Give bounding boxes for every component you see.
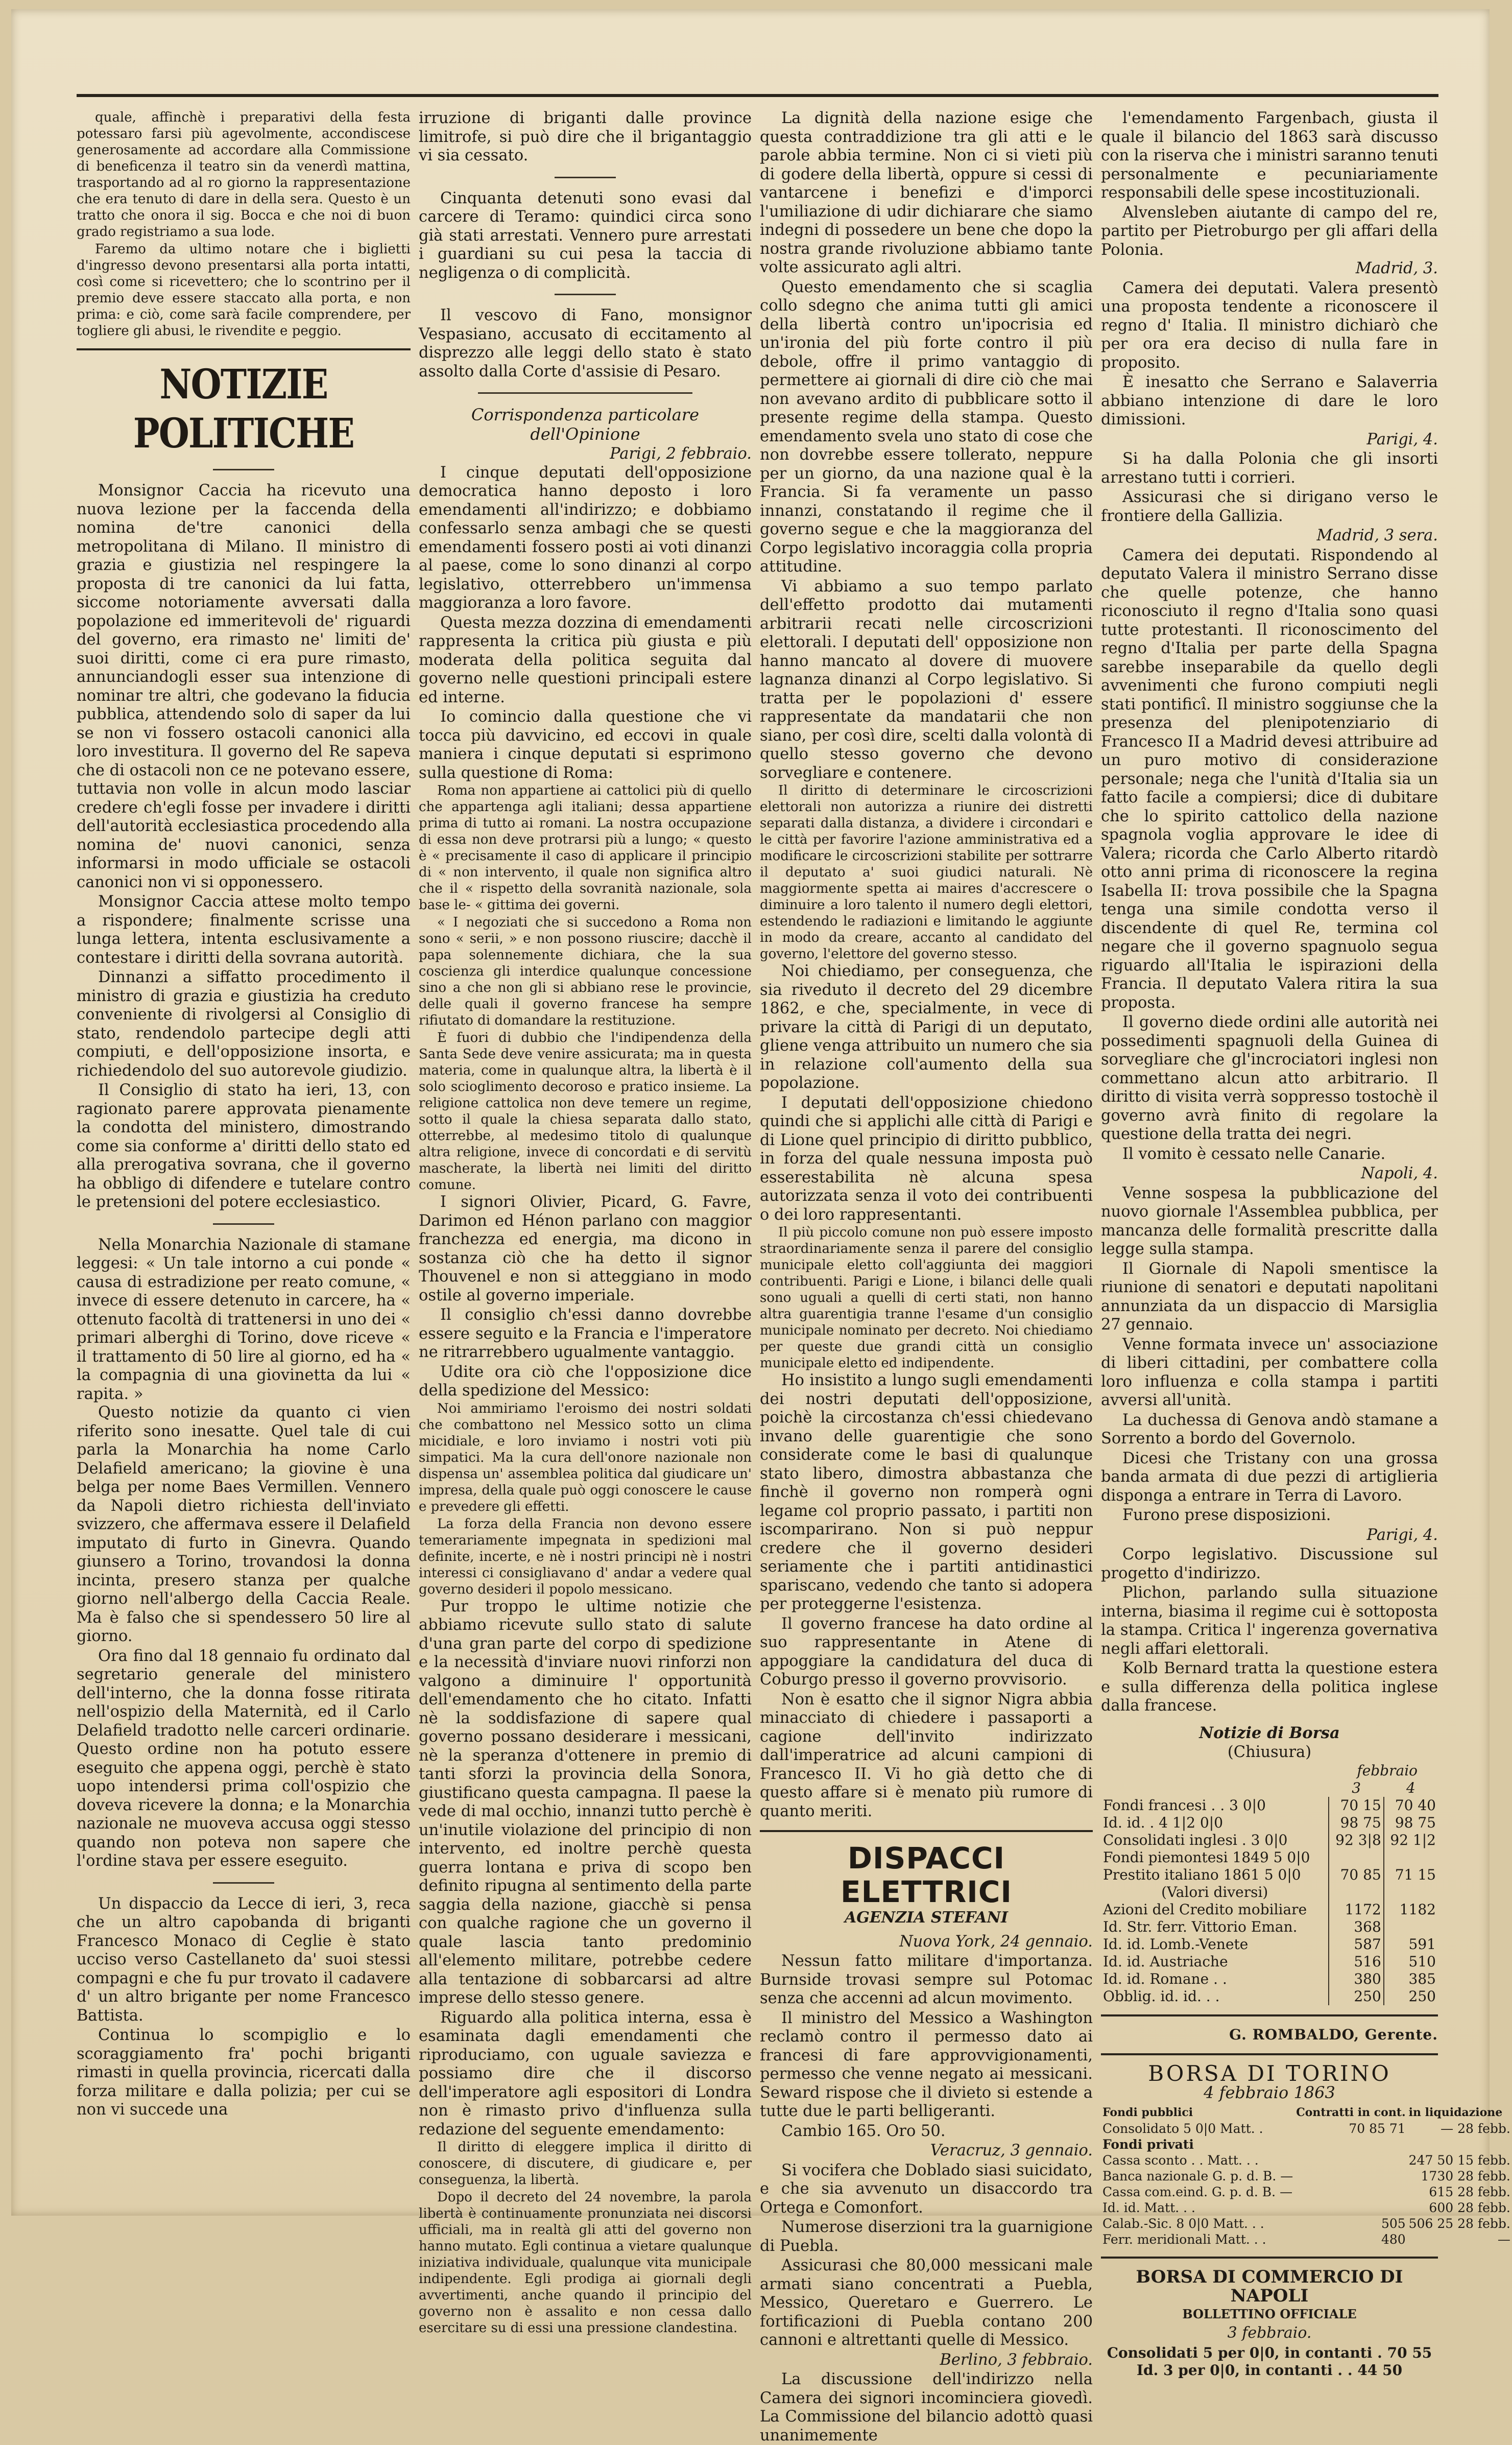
borsa-value: 250 [1384,1988,1438,2005]
borsa-value [1384,1849,1438,1866]
parigi-letter-part-e [760,962,1093,1224]
circoscrizioni-quote [760,782,1093,962]
borsa-value: 516 [1329,1953,1383,1971]
torino-value: — 28 febb. [1407,2121,1512,2137]
borsa-value: 380 [1329,1971,1383,1988]
borsa-value [1329,1849,1383,1866]
borsa-day: 4 [1384,1779,1438,1797]
article-paragraph: Vi abbiamo a suo tempo parlato dell'effetto prodotto dai mutamenti arbitrarii recati nelle circoscrizioni elettorali. I deputati dell' opposizione non hanno mancato al dovere di muovere lagnanza dinanzi al Corpo legislativo. Si tratta per le popolazioni d' essere rappresentate da mandatarii che non siano, per così dire, scelti dalla volontà di quello stesso governo che devono sorvegliare e contenere. [760,578,1093,783]
borsa-label: Id. id. Romane . . [1101,1971,1329,1988]
borsa-value: 92 1|2 [1384,1832,1438,1849]
parigi-letter-part-f [760,1371,1093,1821]
article-paragraph: I deputati dell'opposizione chiedono quindi che si applichi alle città di Parigi e di Lione quel principio di diritto pubblico, in forza del quale nessuna imposta può esserestabilita nè alcuna spesa autorizzata senza il voto dei contribuenti o dei loro rappresentanti. [760,1094,1093,1225]
torino-label: Ferr. meridionali Matt. . . [1101,2232,1294,2247]
borsa-row [1101,1971,1438,1988]
borsa-label: Id. id. Lomb.-Venete [1101,1936,1329,1953]
torino-label: Banca nazionale G. p. d. B. — [1101,2168,1294,2184]
article-paragraph: l'emendamento Fargenbach, giusta il quale il bilancio del 1863 sarà discusso con la riserva che i ministri saranno tenuti personalmente e pecuniariamente responsabili delle spese incostituzionali. [1101,109,1438,203]
napoli-row: Id. 3 per 0|0, in contanti . . 44 50 [1101,2362,1438,2379]
borsa-value [1384,1884,1438,1901]
napoli-rows [1101,2344,1438,2379]
article-paragraph: La dignità della nazione esige che questa contraddizione tra gli atti e le parole abbia termine. Non ci si vieti più di godere della libertà, oppure si cessi di vantarcene i benefizi e d'imporci l'umiliazione di udir dichiarare che siamo indegni di possedere un bene che dopo la nostra grande rivoluzione abbiamo tante volte assicurato agli altri. [760,109,1093,277]
article-paragraph: Riguardo alla politica interna, essa è esaminata dagli emendamenti che riproduciamo, con uguale saviezza e possiamo dire che il discorso dell'imperatore agli espositori di Londra non è rimasto privo d'influenza sulla redazione del seguente emendamento: [419,2009,752,2140]
napoli-subtitle: BOLLETTINO OFFICIALE [1101,2305,1438,2324]
napoli-date: 3 febbraio. [1101,2324,1438,2343]
dispatch-paragraph: Furono prese disposizioni. [1101,1506,1438,1525]
torino-value: 70 85 71 [1294,2121,1407,2137]
borsa-value: 70 15 [1329,1797,1383,1814]
article-paragraph: Un dispaccio da Lecce di ieri, 3, reca che un altro capobanda di briganti Francesco Monaco di Ceglie è stato ucciso verso Castellaneto da' suoi stessi compagni e che fu pur trovato il cadavere d' un altro brigante per nome Francesco Battista. [77,1895,411,2026]
torino-value [1294,2200,1407,2216]
borsa-value: 1172 [1329,1901,1383,1918]
borsa-label: Consolidati inglesi . 3 0|0 [1101,1832,1329,1849]
torino-header-row [1101,2105,1512,2121]
napoli-row: Consolidati 5 per 0|0, in contanti . 70 55 [1101,2344,1438,2362]
dispatch-dateline: Parigi, 4. [1101,1526,1438,1545]
dispatch-paragraph: Dicesi che Tristany con una grossa banda armata di due pezzi di artiglieria disponga a entrare in Terra di Lavoro. [1101,1450,1438,1506]
borsa-value: 70 40 [1384,1797,1438,1814]
parigi-letter-part-b [419,1193,752,1400]
borsa-row [1101,1797,1438,1814]
borsa-value: 70 85 [1329,1866,1383,1884]
torino-value: 600 28 febb. [1407,2200,1512,2216]
biglietti-paragraph: Faremo da ultimo notare che i biglietti d'ingresso devono presentarsi alla porta intatti, così come si ricevettero; che lo scontrino per il premio deve essere staccato alla porta, e non prima: e ciò, come sarà facile comprendere, per togliere gli abusi, le rivendite e peggio. [77,241,411,339]
borsa-value [1329,1884,1383,1901]
article-paragraph: Il consiglio ch'essi danno dovrebbe essere seguito e la Francia e l'imperatore ne ritrarrebbero ugualmente vantaggio. [419,1306,752,1362]
torino-header: Contratti in cont. [1294,2105,1407,2121]
column-3 [760,109,1093,2152]
article-paragraph: Continua lo scompiglio e lo scoraggiamento fra' pochi briganti rimasti in quella provincia, ricercati dalla forza militare e dalla polizia; per cui se non vi succede una [77,2026,411,2120]
festa-notice [77,109,411,339]
torino-label: Cassa com.eind. G. p. d. B. — [1101,2184,1294,2200]
article-paragraph: Io comincio dalla questione che vi tocca più davvicino, ed eccovi in quale maniera i cinque deputati si esprimono sulla questione di Roma: [419,708,752,782]
article-paragraph: Il governo francese ha dato ordine al suo rappresentante in Atene di appoggiare la candidatura del duca di Coburgo presso il governo provvisorio. [760,1615,1093,1690]
torino-row [1101,2232,1512,2247]
dispatch-paragraph: Camera dei deputati. Valera presentò una proposta tendente a riconoscere il regno d' Italia. Il ministro dichiarò che per ora era deciso di nulla fare in proposito. [1101,279,1438,373]
torino-row [1101,2168,1512,2184]
torino-row [1101,2200,1512,2216]
consiglio-quote [760,1224,1093,1371]
borsa-row [1101,1901,1438,1918]
dispatch-paragraph: Si vocifera che Doblado siasi suicidato, e che sia avvenuto un disaccordo tra Ortega e Comonfort. [760,2162,1093,2218]
borsa-row [1101,1953,1438,1971]
borsa-label: Fondi francesi . . 3 0|0 [1101,1797,1329,1814]
separator [555,177,616,178]
torino-date: 4 febbraio 1863 [1101,2083,1438,2102]
torino-value [1294,2168,1407,2184]
dispatch-dateline: Napoli, 4. [1101,1165,1438,1183]
briganti-paragraph: irruzione di briganti dalle province limitrofe, si può dire che il brigantaggio vi sia cessato. [419,109,752,165]
torino-value [1407,2137,1512,2152]
borsa-title: Notizie di Borsa [1101,1724,1438,1743]
borsa-value: 591 [1384,1936,1438,1953]
torino-title: BORSA DI TORINO [1101,2064,1438,2083]
delafield-article [77,1404,411,1871]
dispatch-paragraph: Camera dei deputati. Rispondendo al deputato Valera il ministro Serrano disse che quelle potenze, che hanno riconosciuto il regno d'Italia sono quasi tutte protestanti. Il riconoscimento del regno d'Italia per parte della Spagna sarebbe inseparabile da quello degli avvenimenti che furono compiuti negli stati pontificî. Il ministro soggiunse che la presenza del plenipotenziario di Francesco II a Madrid devesi attribuire ad un puro motivo di considerazione personale; nega che l'unità d'Italia sia un fatto facile a compiersi; dice di dubitare che lo spirito cattolico della nazione spagnola voglia approvare le idee di Valera; ricorda che Carlo Alberto ritardò otto anni prima di riconoscere la regina Isabella II: trova possibile che la Spagna tenga una simile condotta verso il discendente di quel Re, termina col negare che il governo spagnuolo segua riguardo all'Italia le ispirazioni della Francia. Il deputato Valera ritira la sua proposta. [1101,547,1438,1013]
article-paragraph: Non è esatto che il signor Nigra abbia minacciato di chiedere i passaporti a cagione dell'invito indirizzato dall'imperatrice ad alcuni campioni di Francesco II. Vi ho già detto che di questo affare si è menato più rumore di quanto meriti. [760,1691,1093,1821]
borsa-value: 250 [1329,1988,1383,2005]
torino-row [1101,2216,1512,2232]
quote-paragraph: È fuori di dubbio che l'indipendenza della Santa Sede deve venire assicurata; ma in questa materia, come in qualunque altra, la libertà è il solo scioglimento decoroso e pratico insieme. La religione cattolica non deve temere un regime, sotto il quale la chiesa separata dallo stato, otterrebbe, al medesimo titolo di qualunque altra religione, invece di concordati e di servitù mascherate, la libertà nei limiti del diritto comune. [419,1030,752,1193]
article-paragraph: Monsignor Caccia ha ricevuto una nuova lezione per la faccenda della nomina de'tre canonici della metropolitana di Milano. Il ministro di grazia e giustizia nel respingere la proposta di tre canonici da lui fatta, siccome notoriamente avversati dalla popolazione ed immeritevoli de' riguardi del governo, era rimasto ne' limiti de' suoi diritti, come ci era pure rimasto, annunciandogli esser sua intenzione di nominar tre altri, che godevano la fiducia pubblica, attendendo solo di saper da lui se non vi fossero ostacoli canonici alla loro investitura. Il governo del Re sapeva che di ostacoli non ce ne potevano essere, tuttavia non volle in alcun modo lasciar credere ch'egli fosse per invadere i diritti dell'autorità ecclesiastica procedendo alla nomina de' nuovi canonici, senza informarsi in modo ufficiale se ostacoli canonici non vi si opponessero. [77,482,411,892]
article-paragraph: Ora fino dal 18 gennaio fu ordinato dal segretario generale del ministero dell'interno, che la donna fosse ritirata nell'ospizio della Maternità, ed il Carlo Delafield tradotto nelle carceri ordinarie. Questo ordine non ha potuto essere eseguito che appena oggi, perchè è stato uopo intendersi prima coll'ospizio che doveva ricevere la donna; e la Monarchia nazionale ne muoveva accusa oggi stesso quando non poteva non sapere che l'ordine stava per essere eseguito. [77,1647,411,1871]
separator [213,469,274,470]
teramo-paragraph: Cinquanta detenuti sono evasi dal carcere di Teramo: quindici circa sono già stati arrestati. Vennero pure arrestati i guardiani su cui pesa la taccia di negligenza o di complicità. [419,189,752,283]
torino-value: 480 [1294,2232,1407,2247]
article-paragraph: Questo emendamento che si scaglia collo sdegno che anima tutti gli amici della libertà contro un'ipocrisia ed un'ironia del più forte contro il più debole, offre il primo vantaggio di permettere ai giornali di dire ciò che mai non avevano ardito di pubblicare sotto il presente regime della stampa. Questo emendamento svela uno stato di cose che non dovrebbe essere tollerato, neppure per un giorno, da una nazione qual è la Francia. Si fa veramente un passo innanzi, constatando il regime che il governo segue e che la maggioranza del Corpo legislativo incoraggia colla propria attitudine. [760,278,1093,577]
borsa-day-row [1101,1779,1438,1797]
borsa-label: Id. id. . 4 1|2 0|0 [1101,1814,1329,1832]
article-paragraph: Udite ora ciò che l'opposizione dice della spedizione del Messico: [419,1363,752,1400]
separator [478,392,692,394]
article-paragraph: Pur troppo le ultime notizie che abbiamo ricevute sullo stato di salute d'una gran parte del corpo di spedizione e la necessità d'inviare nuovi rinforzi non valgono a diminuire l' opportunità dell'emendamento che ho citato. Infatti nè la soddisfazione di sapere qual governo possano desiderare i messicani, nè la speranza d'ottenere in premio di tanti sforzi la provincia della Sonora, giustificano questa campagna. Il paese la vede di mal occhio, innanzi tutto perchè è un'inutile violazione del principio di non intervento, ed inoltre perchè questa guerra lontana e priva di scopo ben definito ripugna al sentimento della parte saggia della nazione, giacchè si pensa con qualche ragione che un governo il quale lascia tanto predominio all'elemento militare, potrebbe cedere alla tentazione di sobbarcarsi ad altre imprese dello stesso genere. [419,1598,752,2008]
dispatch-paragraph: Il governo diede ordini alle autorità nei possedimenti spagnuoli della Guinea di sorvegliare che gl'incrociatori inglesi non commettano alcun atto arbitrario. Il diritto di visita verrà soppresso tostochè il governo avrà finito di regolare la questione della tratta dei negri. [1101,1013,1438,1144]
agenzia-subtitle: AGENZIA STEFANI [760,1909,1093,1928]
torino-value: 247 50 15 febb. [1407,2152,1512,2168]
torino-row [1101,2152,1512,2168]
column-1 [77,109,411,2152]
dispatch-paragraph: Venne sospesa la pubblicazione del nuovo giornale l'Assemblea pubblica, per mancanza delle formalità prescritte dalla legge sulla stampa. [1101,1184,1438,1259]
dispatch-paragraph: Il vomito è cessato nelle Canarie. [1101,1145,1438,1164]
torino-value: — [1407,2232,1512,2247]
borsa-label: Id. id. Austriache [1101,1953,1329,1971]
consiglio-paragraph: Il più piccolo comune non può essere imposto straordinariamente senza il parere del consiglio municipale eletto coll'aggiunta dei maggiori contribuenti. Parigi e Lione, i bilanci delle quali sono uguali a quelli di certi stati, non hanno altra guarentigia tranne l'esame d'un consiglio municipale nominato per decreto. Noi chiediamo per queste due grandi città un consiglio municipale eletto ed indipendente. [760,1224,1093,1371]
borsa-label: (Valori diversi) [1101,1884,1329,1901]
quote-paragraph: Dopo il decreto del 24 novembre, la parola libertà è continuamente pronunziata nei discorsi ufficiali, ma in realtà gli atti del governo non hanno mutato. Egli continua a vietare qualunque iniziativa individuale, qualunque vita municipale indipendente. Egli prodiga ai giornali degli avvertimenti, anche quando il principio del governo non è assalito e non cessa dallo esercitare su di essi una pressione clandestina. [419,2189,752,2336]
article-paragraph: Monsignor Caccia attese molto tempo a rispondere; finalmente scrisse una lunga lettera, intenta esclusivamente a contestare i diritti della sovrana autorità. [77,893,411,967]
borsa-label: Id. Str. ferr. Vittorio Eman. [1101,1918,1329,1936]
dispatch-paragraph: Il Giornale di Napoli smentisce la riunione di senatori e deputati napolitani annunziata da un dispaccio di Marsiglia 27 gennaio. [1101,1260,1438,1335]
dispatch-paragraph: Assicurasi che si dirigano verso le frontiere della Gallizia. [1101,488,1438,526]
borsa-value: 98 75 [1329,1814,1383,1832]
borsa-row [1101,1884,1438,1901]
torino-label: Id. id. Matt. . . [1101,2200,1294,2216]
dispatch-paragraph: Venne formata invece un' associazione di liberi cittadini, per combattere colla loro influenza e colla stampa i partiti avversi all'unità. [1101,1336,1438,1410]
lecce-article [77,1895,411,2120]
article-paragraph: Il Consiglio di stato ha ieri, 13, con ragionato parere approvata pienamente la condotta del ministero, dimostrando come sia conforme a' diritti dello stato ed alla prerogativa sovrana, che il governo ha obbligo di difendere e tutelare contro le pretensioni del potere ecclesiastico. [77,1081,411,1212]
torino-label: Fondi privati [1101,2137,1294,2152]
dispatch-paragraph: Corpo legislativo. Discussione sul progetto d'indirizzo. [1101,1546,1438,1583]
dispatch-paragraph: La duchessa di Genova andò stamane a Sorrento a bordo del Governolo. [1101,1411,1438,1449]
article-paragraph: Questa mezza dozzina di emendamenti rappresenta la critica più giusta e più moderata della politica seguita dal governo nelle questioni principali estere ed interne. [419,614,752,707]
quote-paragraph: La forza della Francia non devono essere temerariamente impegnata in spedizioni mal definite, incerte, e nè i nostri principi nè i nostri interessi ci consigliavano d' andar a vedere qual governo desideri il popolo messicano. [419,1516,752,1598]
article-paragraph: Alvensleben aiutante di campo del re, partito per Pietroburgo per gli affari della Polonia. [1101,204,1438,260]
article-paragraph: I signori Olivier, Picard, G. Favre, Darimon ed Hénon parlano con maggior franchezza ed energia, ma dicono in sostanza ciò che ha detto il signor Thouvenel e non si atteggiano in modo ostile al governo imperiale. [419,1193,752,1305]
dispatch-paragraph: È inesatto che Serrano e Salaverria abbiano intenzione di dare le loro dimissioni. [1101,373,1438,430]
dispacci-rule [760,1830,1093,1832]
section-title: NOTIZIE POLITICHE [100,360,387,458]
borsa-value: 385 [1384,1971,1438,1988]
borsa-month: febbraio [1329,1762,1438,1779]
messico-quote [419,1400,752,1598]
borsa-table [1101,1762,1438,2005]
borsa-row [1101,1918,1438,1936]
parigi-letter-part-c [419,1598,752,2140]
torino-label: Calab.-Sic. 8 0|0 Matt. . . [1101,2216,1294,2232]
torino-value: 1730 28 febb. [1407,2168,1512,2184]
circoscrizioni-paragraph: Il diritto di determinare le circoscrizioni elettorali non autorizza a riunire dei distretti separati dalla distanza, a dividere i circondari e le città per favorire l'azione amministrativa ed a modificare le circoscrizioni stabilite per sottrarre il deputato a' suoi giudici naturali. Nè maggiormente spetta ai maires d'accrescere o diminuire a loro talento il numero degli elettori, estendendo le radiazioni e limitando le aggiunte in modo da creare, accanto al candidato del governo, l'elettore del governo stesso. [760,782,1093,962]
torino-row [1101,2121,1512,2137]
dispatch-paragraph: Plichon, parlando sulla situazione interna, biasima il regime cui è sottoposta la stampa. Critica l' ingerenza governativa negli affari elettorali. [1101,1584,1438,1658]
caccia-article [77,482,411,1212]
borsa-day: 3 [1329,1779,1383,1797]
dateline: Parigi, 2 febbraio. [419,445,752,464]
borsa-value: 71 15 [1384,1866,1438,1884]
dispatch-paragraph: Cambio 165. Oro 50. [760,2122,1093,2141]
dispatch-paragraph: Si ha dalla Polonia che gli insorti arrestano tutti i corrieri. [1101,450,1438,487]
borsa-label: Obblig. id. id. . . [1101,1988,1329,2005]
dispacci-list-2 [1101,259,1438,1716]
dispatch-dateline: Parigi, 4. [1101,431,1438,449]
newspaper-page [11,9,1490,2216]
torino-value: 505 [1294,2216,1407,2232]
dispacci-title: DISPACCI ELETTRICI [760,1841,1093,1909]
article-paragraph: Questo notizie da quanto ci vien riferito sono inesatte. Quel tale di cui parla la Monarchia ha nome Carlo Delafield americano; la giovine è una belga per nome Baes Vermillen. Vennero da Napoli dietro richiesta dell'inviato svizzero, che affermava essere il Delafield imputato di furto in Ginevra. Quando giunsero a Torino, trovandosi la donna incinta, presero stanza per qualche giorno nell'albergo della Caccia Reale. Ma è falso che si spendessero 50 lire al giorno. [77,1404,411,1646]
diritto-quote [419,2139,752,2336]
corrispondenza-heading: Corrispondenza particolare dell'Opinione [419,405,752,444]
quote-paragraph: Roma non appartiene ai cattolici più di quello che appartenga agli italiani; dessa appartiene prima di tutto ai romani. La nostra occupazione di essa non deve protrarsi più a lungo; « questo è « precisamente il caso di applicare il principio di « non intervento, il quale non significa altro che il « rispetto della sovranità nazionale, sola base le- « gittima dei governi. [419,782,752,913]
torino-header: in liquidazione [1407,2105,1512,2121]
article-paragraph: Noi chiediamo, per conseguenza, che sia riveduto il decreto del 29 dicembre 1862, e che, specialmente, in vece di privare la città di Parigi di un deputato, gliene venga attribuito un numero che sia in relazione coll'aumento della sua popolazione. [760,962,1093,1093]
dispatch-paragraph: Kolb Bernard tratta la questione estera e sulla differenza della politica inglese dalla francese. [1101,1659,1438,1716]
dispatch-paragraph: La discussione dell'indirizzo nella Camera dei signori incominciera giovedì. La Commissione del bilancio adottò quasi unanimemente [760,2370,1093,2445]
dispatch-dateline: Nuova York, 24 gennaio. [760,1933,1093,1952]
top-rule [77,94,1438,97]
borsa-row [1101,1988,1438,2005]
borsa-value: 98 75 [1384,1814,1438,1832]
borsa-row [1101,1866,1438,1884]
gerente-signature: G. ROMBALDO, Gerente. [1101,2026,1438,2045]
torino-table [1101,2105,1512,2247]
borsa-row [1101,1832,1438,1849]
dispatch-dateline: Veracruz, 3 gennaio. [760,2142,1093,2161]
torino-header: Fondi pubblici [1101,2105,1294,2121]
separator [213,1882,274,1884]
borsa-label: Fondi piemontesi 1849 5 0|0 [1101,1849,1329,1866]
dispatch-paragraph: Numerose diserzioni tra la guarnigione di Puebla. [760,2218,1093,2256]
fano-paragraph: Il vescovo di Fano, monsignor Vespasiano, accusato di eccitamento al disprezzo alle leggi dello stato è stato assolto dalla Corte d'assisie di Pesaro. [419,306,752,381]
article-paragraph: I cinque deputati dell'opposizione democratica hanno deposto i loro emendamenti all'indirizzo; e dobbiamo confessarlo senza ambagi che se questi emendamenti fossero posti ai voti dinanzi al paese, come lo sono dinanzi al corpo legislativo, otterrebbero un'immensa maggioranza a loro favore. [419,464,752,613]
festa-paragraph: quale, affinchè i preparativi della festa potessaro farsi più agevolmente, accondiscese generosamente ad accordare alla Commissione di beneficenza il teatro sin da venerdì mattina, trasportando ad al ro giorno la rappresentazione che era tenuto di dare in della sera. Questo è un tratto che onora il sig. Bocca e che noi di buon grado registriamo a sua lode. [77,109,411,240]
parigi-letter-part-a [419,464,752,783]
torino-value [1294,2137,1407,2152]
quote-paragraph: « I negoziati che si succedono a Roma non sono « serii, » e non possono riuscire; dacchè il papa solennemente dichiara, che la sua coscienza gli interdice qualunque concessione sino a che non gli si abbiano rese le provincie, delle quali il governo francese ha sempre rifiutato di domandare la restituzione. [419,914,752,1029]
borsa-subtitle: (Chiusura) [1101,1743,1438,1762]
dispacci-list [760,1933,1093,2445]
borsa-value: 1182 [1384,1901,1438,1918]
column-4 [1101,109,1438,2152]
borsa-label: Azioni del Credito mobiliare [1101,1901,1329,1918]
torino-value: 615 28 febb. [1407,2184,1512,2200]
dispatch-dateline: Madrid, 3. [1101,259,1438,278]
borsa-label: Prestito italiano 1861 5 0|0 [1101,1866,1329,1884]
separator [213,1223,274,1225]
torino-label: Cassa sconto . . Matt. . . [1101,2152,1294,2168]
napoli-title: BORSA DI COMMERCIO DI NAPOLI [1101,2268,1438,2305]
torino-value [1294,2152,1407,2168]
quote-paragraph: Il diritto di eleggere implica il diritto di conoscere, di discutere, di giudicare e, per conseguenza, la libertà. [419,2139,752,2188]
borsa-value: 587 [1329,1936,1383,1953]
section-rule [77,348,411,350]
gerente-rule [1101,2014,1438,2016]
roma-quote [419,782,752,1193]
torino-row [1101,2137,1512,2152]
quote-paragraph: Noi ammiriamo l'eroismo dei nostri soldati che combattono nel Messico sotto un clima micidiale, e loro inviamo i nostri voti più simpatici. Ma la cura dell'onore nazionale non dispensa un' assemblea politica dal giudicare un' impresa, della quale può oggi conoscere le cause e prevedere gli effetti. [419,1400,752,1515]
separator [555,294,616,295]
borsa-value [1384,1918,1438,1936]
parigi-letter-part-d [760,109,1093,782]
borsa-row [1101,1814,1438,1832]
torino-label: Consolidato 5 0|0 Matt. . [1101,2121,1294,2137]
torino-value [1294,2184,1407,2200]
monarchia-paragraph: Nella Monarchia Nazionale di stamane leggesi: « Un tale intorno a cui ponde « causa di estradizione per reato comune, « invece di essere detenuto in carcere, ha « ottenuto facoltà di trattenersi in uno dei « primari alberghi di Torino, dove riceve « il trattamento di 50 lire al giorno, ed ha « la compagnia di una giovinetta da lui « rapita. » [77,1236,411,1404]
torino-rule [1101,2053,1438,2055]
column-2 [419,109,752,2152]
borsa-row [1101,1849,1438,1866]
borsa-month-row [1101,1762,1438,1779]
dispatch-dateline: Madrid, 3 sera. [1101,527,1438,545]
dispatch-paragraph: Il ministro del Messico a Washington reclamò contro il permesso dato ai francesi di fare approvvigionamenti, permesso che venne negato ai messicani. Seward rispose che il divieto si estende a tutte due le parti belligeranti. [760,2009,1093,2121]
dispatch-dateline: Berlino, 3 febbraio. [760,2351,1093,2370]
dispatch-paragraph: Assicurasi che 80,000 messicani male armati siano concentrati a Puebla, Messico, Queretaro e Guerrero. Le fortificazioni di Puebla contano 200 cannoni e altrettanti quelle di Messico. [760,2257,1093,2350]
torino-row [1101,2184,1512,2200]
borsa-value: 368 [1329,1918,1383,1936]
borsa-value: 92 3|8 [1329,1832,1383,1849]
dispatch-paragraph: Nessun fatto militare d'importanza. Burnside trovasi sempre sul Potomac senza che accenni ad alcun movimento. [760,1952,1093,2008]
napoli-rule [1101,2257,1438,2259]
berlino-continuation [1101,109,1438,259]
borsa-row [1101,1936,1438,1953]
borsa-value: 510 [1384,1953,1438,1971]
torino-value: 506 25 28 febb. [1407,2216,1512,2232]
article-paragraph: Ho insistito a lungo sugli emendamenti dei nostri deputati dell'opposizione, poichè la circostanza ch'essi chiedevano invano delle guarentigie che sono considerate come le basi di qualunque stato libero, dimostra abbastanza che finchè il governo non romperà ogni legame col proprio passato, i partiti non iscomparirano. Non si può neppur credere che il governo desideri seriamente che i partiti antidinastici spariscano, vedendo che tanto si adopera per proteggerne l'esistenza. [760,1371,1093,1614]
article-paragraph: Dinnanzi a siffatto procedimento il ministro di grazia e giustizia ha creduto conveniente di rivolgersi al Consiglio di stato, rendendolo partecipe degli atti compiuti, e dell'opposizione insorta, e richiedendolo del suo autorevole giudizio. [77,968,411,1080]
